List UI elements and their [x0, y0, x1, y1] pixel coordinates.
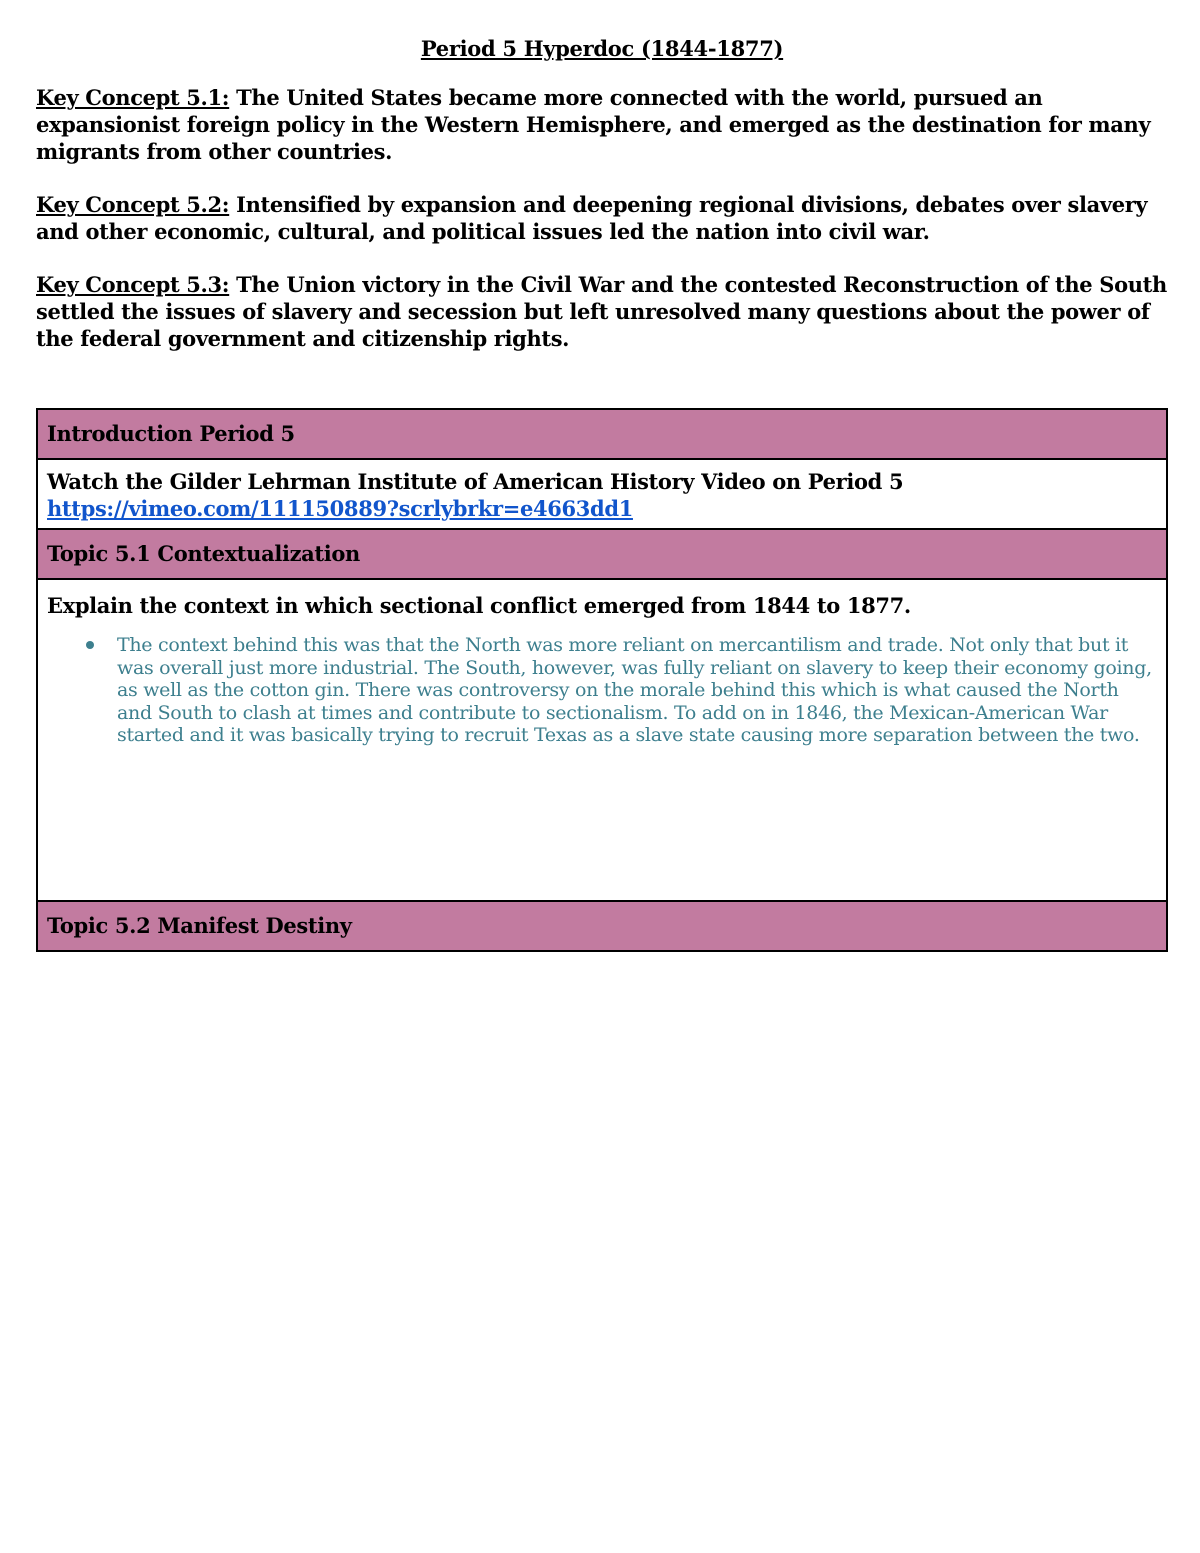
table-row — [37, 901, 1167, 951]
key-concept-label: Key Concept 5.2: — [36, 192, 230, 217]
bullet-icon — [86, 641, 94, 649]
key-concept-label: Key Concept 5.1: — [36, 85, 230, 110]
table-row — [37, 579, 1167, 901]
topic-5-1-header-cell: Topic 5.1 Contextualization — [37, 529, 1167, 579]
key-concept-5-3 — [36, 271, 1168, 352]
table-row — [37, 459, 1167, 529]
document-title: Period 5 Hyperdoc (1844-1877) — [420, 36, 784, 61]
intro-header-cell: Introduction Period 5 — [37, 409, 1167, 459]
intro-instruction: Watch the Gilder Lehrman Institute of American History Video on Period 5 — [47, 469, 904, 494]
table-row — [37, 409, 1167, 459]
topic-5-2-header-cell: Topic 5.2 Manifest Destiny — [37, 901, 1167, 951]
key-concept-text: Intensified by expansion and deepening regional divisions, debates over slavery and other economic, cultural, and political issues led the nation into civil war. — [36, 192, 1148, 244]
topic-5-1-prompt: Explain the context in which sectional conflict emerged from 1844 to 1877. — [47, 593, 911, 618]
intro-content-cell — [37, 459, 1167, 529]
list-item — [117, 634, 1157, 747]
hyperdoc-table — [36, 408, 1168, 952]
key-concept-text: The United States became more connected with the world, pursued an expansionist foreign policy in the Western Hemisphere, and emerged as the destination for many migrants from other countries. — [36, 85, 1151, 164]
key-concept-text: The Union victory in the Civil War and the contested Reconstruction of the South settled the issues of slavery and secession but left unresolved many questions about the power of the federal government and citizenship rights. — [36, 272, 1167, 351]
table-row — [37, 529, 1167, 579]
key-concept-label: Key Concept 5.3: — [36, 272, 230, 297]
key-concept-5-1 — [36, 84, 1168, 165]
key-concept-5-2 — [36, 191, 1168, 245]
topic-5-1-answer-cell[interactable] — [37, 579, 1167, 901]
video-link[interactable]: https://vimeo.com/111150889?scrlybrkr=e4663dd1 — [47, 496, 633, 521]
response-list — [47, 634, 1157, 747]
document-page — [36, 34, 1168, 938]
response-text: The context behind this was that the North was more reliant on mercantilism and trade. Not only that but it was overall just more industrial. The South, however, was fully reliant on slavery to keep their economy going, as well as the cotton gin. There was controversy on the morale behind this which is what caused the North and South to clash at times and contribute to sectionalism. To add on in 1846, the Mexican-American War started and it was basically trying to recruit Texas as a slave state causing more separation between the two. — [117, 634, 1152, 746]
